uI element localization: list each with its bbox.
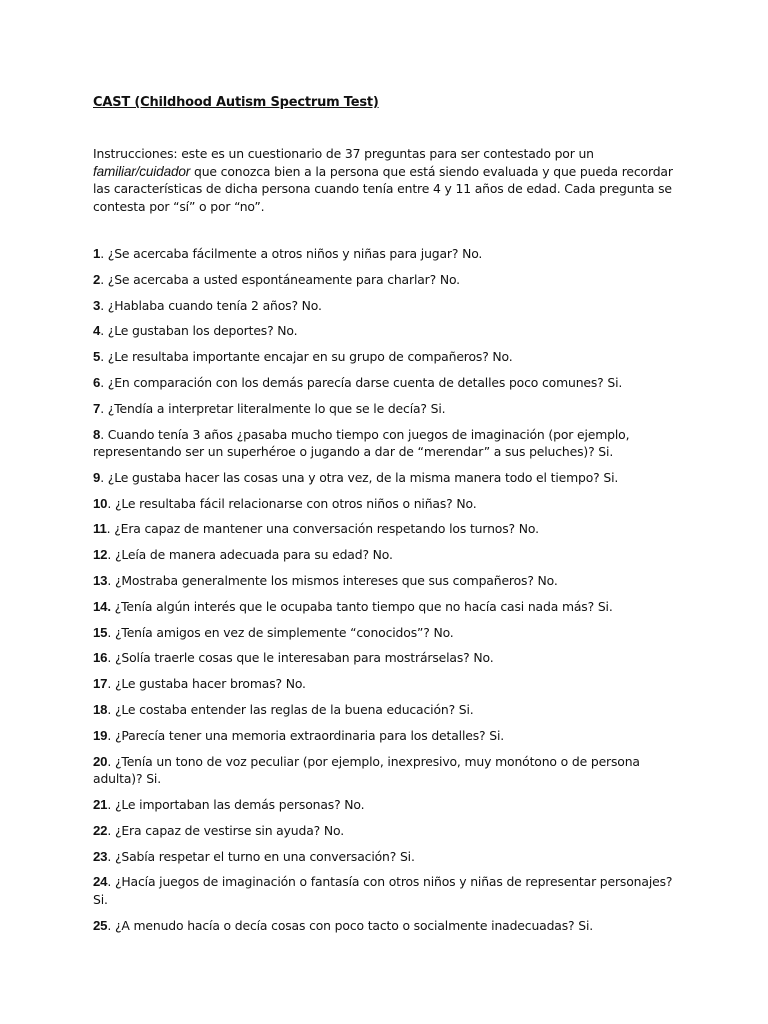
question-text: . ¿Tenía amigos en vez de simplemente “conocidos”? No. bbox=[107, 624, 454, 640]
question-number: 23 bbox=[93, 848, 108, 864]
question-number: 25 bbox=[93, 917, 108, 933]
question-number: 13 bbox=[93, 573, 108, 589]
question-item bbox=[93, 546, 683, 564]
question-item bbox=[93, 374, 683, 392]
question-text: . ¿Le importaban las demás personas? No. bbox=[107, 796, 365, 812]
question-item bbox=[93, 469, 683, 487]
question-item bbox=[93, 426, 683, 461]
question-item bbox=[93, 822, 683, 840]
question-item bbox=[93, 495, 683, 513]
document-title: CAST (Childhood Autism Spectrum Test) bbox=[93, 95, 379, 110]
instructions-text-before: Instrucciones: este es un cuestionario de 37 preguntas para ser contestado por un bbox=[93, 146, 594, 161]
question-item bbox=[93, 400, 683, 418]
document-page bbox=[93, 95, 683, 942]
question-text: . ¿Se acercaba fácilmente a otros niños y niñas para jugar? No. bbox=[100, 246, 483, 261]
question-number: 21 bbox=[93, 796, 108, 812]
question-number: 9 bbox=[93, 469, 101, 485]
question-text: . ¿Era capaz de vestirse sin ayuda? No. bbox=[107, 822, 345, 838]
question-number: 7 bbox=[93, 400, 101, 416]
question-number: 15 bbox=[93, 624, 108, 640]
question-item bbox=[93, 598, 683, 616]
question-text: . ¿A menudo hacía o decía cosas con poco tacto o socialmente inadecuadas? Si. bbox=[107, 917, 594, 933]
question-item bbox=[93, 297, 683, 315]
question-text: . ¿Mostraba generalmente los mismos intereses que sus compañeros? No. bbox=[107, 573, 558, 589]
question-item bbox=[93, 572, 683, 590]
question-number: 8 bbox=[93, 426, 101, 442]
question-text: . ¿Hacía juegos de imaginación o fantasía con otros niños y niñas de representar personajes? Si. bbox=[93, 874, 673, 907]
question-number: 19 bbox=[93, 727, 108, 743]
question-number: 22 bbox=[93, 822, 108, 838]
question-item bbox=[93, 624, 683, 642]
question-item bbox=[93, 520, 683, 538]
question-text: . ¿Tendía a interpretar literalmente lo que se le decía? Si. bbox=[100, 400, 446, 416]
question-text: . ¿Leía de manera adecuada para su edad? No. bbox=[107, 547, 393, 563]
question-number: 1 bbox=[93, 246, 101, 261]
question-number: 14. bbox=[93, 598, 111, 614]
question-number: 5 bbox=[93, 349, 101, 365]
question-text: . ¿Le gustaba hacer bromas? No. bbox=[107, 676, 306, 692]
question-number: 11 bbox=[93, 521, 107, 537]
question-number: 18 bbox=[93, 702, 108, 718]
question-number: 4 bbox=[93, 323, 101, 339]
question-text: . ¿Hablaba cuando tenía 2 años? No. bbox=[100, 297, 322, 313]
question-item bbox=[93, 271, 683, 289]
question-text: . ¿Se acercaba a usted espontáneamente para charlar? No. bbox=[100, 271, 460, 287]
question-text: . ¿Tenía un tono de voz peculiar (por ejemplo, inexpresivo, muy monótono o de persona adulta)? Si. bbox=[93, 753, 640, 787]
question-number: 20 bbox=[93, 753, 108, 769]
question-text: . ¿Le gustaban los deportes? No. bbox=[100, 323, 298, 339]
question-list bbox=[93, 245, 683, 934]
question-item bbox=[93, 796, 683, 814]
question-number: 17 bbox=[93, 676, 108, 692]
question-item bbox=[93, 848, 683, 866]
question-item bbox=[93, 322, 683, 340]
question-number: 6 bbox=[93, 374, 101, 390]
question-number: 10 bbox=[93, 495, 108, 511]
question-item bbox=[93, 753, 683, 788]
instructions-paragraph bbox=[93, 145, 683, 215]
question-text: . ¿Parecía tener una memoria extraordinaria para los detalles? Si. bbox=[107, 727, 505, 743]
question-text: . ¿Sabía respetar el turno en una conversación? Si. bbox=[107, 848, 415, 864]
question-number: 12 bbox=[93, 547, 108, 563]
question-item bbox=[93, 917, 683, 935]
question-item bbox=[93, 649, 683, 667]
question-text: ¿Tenía algún interés que le ocupaba tanto tiempo que no hacía casi nada más? Si. bbox=[110, 598, 613, 614]
question-number: 24 bbox=[93, 874, 108, 890]
question-number: 16 bbox=[93, 650, 108, 666]
question-item bbox=[93, 873, 683, 908]
question-text: . ¿Le resultaba fácil relacionarse con otros niños o niñas? No. bbox=[107, 495, 477, 511]
question-number: 3 bbox=[93, 297, 101, 313]
question-text: . ¿Le costaba entender las reglas de la buena educación? Si. bbox=[107, 702, 474, 718]
instructions-text-after: que conozca bien a la persona que está siendo evaluada y que pueda recordar las características de dicha persona cuando tenía entre 4 y 11 años de edad. Cada pregunta se contesta por “sí” o por “no”. bbox=[93, 163, 673, 214]
question-text: . ¿Solía traerle cosas que le interesaban para mostrárselas? No. bbox=[107, 650, 494, 666]
question-text: . ¿Le resultaba importante encajar en su grupo de compañeros? No. bbox=[100, 349, 513, 365]
question-item bbox=[93, 348, 683, 366]
question-text: . ¿En comparación con los demás parecía darse cuenta de detalles poco comunes? Si. bbox=[100, 374, 623, 390]
instructions-emphasis: familiar/cuidador bbox=[93, 163, 191, 179]
question-text: . Cuando tenía 3 años ¿pasaba mucho tiempo con juegos de imaginación (por ejemplo, representando ser un superhéroe o jugando a dar de “merendar” a sus peluches)? Si. bbox=[93, 426, 630, 460]
question-text: . ¿Era capaz de mantener una conversación respetando los turnos? No. bbox=[106, 521, 539, 537]
question-item bbox=[93, 675, 683, 693]
question-item bbox=[93, 245, 683, 263]
question-item bbox=[93, 727, 683, 745]
question-text: . ¿Le gustaba hacer las cosas una y otra vez, de la misma manera todo el tiempo? Si. bbox=[100, 469, 619, 485]
question-item bbox=[93, 701, 683, 719]
question-number: 2 bbox=[93, 271, 101, 287]
